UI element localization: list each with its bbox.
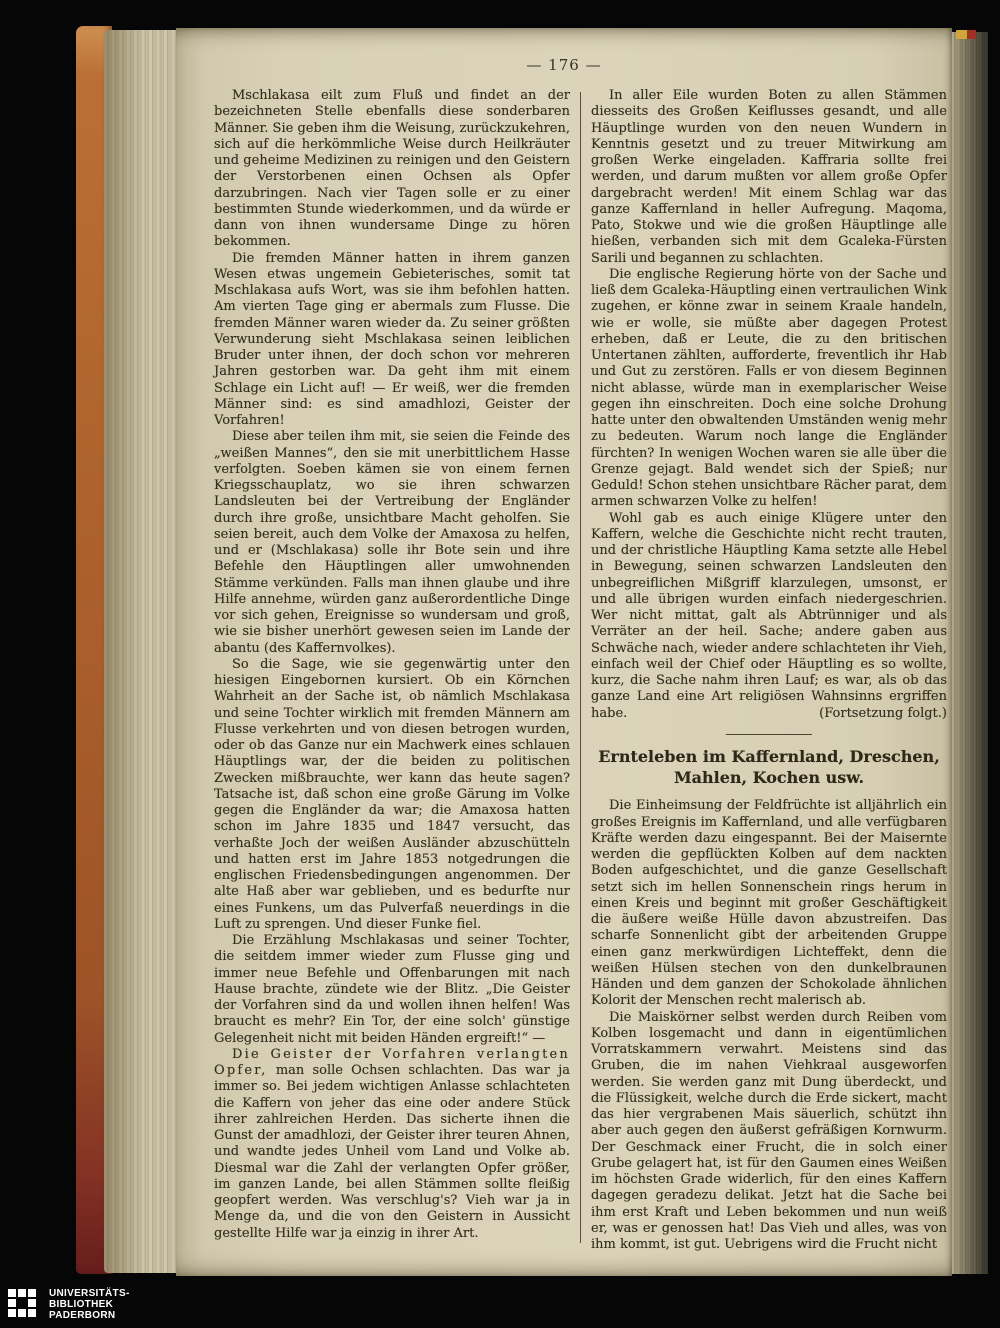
paragraph: Diese aber teilen ihm mit, sie seien die Feinde des „weißen Mannes“, den sie mit unerbittlichem Hasse verfolgten. Soeben kämen sie von einem fernen Kriegsschauplatz, wo sie ihren schwarzen Landsleuten bei der Vertreibung der Engländer durch ihre große, unsichtbare Macht geholfen. Sie seien bereit, auch dem Volke der Amaxosa zu helfen, und er (Mschlakasa) solle ihr Bote sein und ihre Befehle den Häuptlingen aller umwohnenden Stämme verkünden. Falls man ihnen glaube und ihre Hilfe annehme, würden ganz außerordentliche Dinge vor sich gehen, Ereignisse so wundersam und groß, wie sie bisher unerhört gewesen seien im Lande der abantu (des Kaffernvolkes). xyxy=(214,429,570,656)
paragraph-with-emphasis xyxy=(214,1047,570,1242)
right-column xyxy=(591,88,947,1253)
page-stack-right xyxy=(952,32,988,1274)
watermark-line: BIBLIOTHEK xyxy=(49,1299,114,1311)
text-columns xyxy=(214,88,948,1253)
paragraph: Die Einheimsung der Feldfrüchte ist alljährlich ein großes Ereignis im Kaffernland, und alle verfügbaren Kräfte werden dazu eingespannt. Bei der Maisernte werden die gepflückten Kolben auf dem nackten Boden aufgeschichtet, und die ganze Gesellschaft setzt sich im hellen Sonnenschein rings herum in einen Kreis und beginnt mit großer Geschäftigkeit die äußere weiße Hülle davon abzustreifen. Das scharfe Sonnenlicht gibt der arbeitenden Gruppe einen ganz merkwürdigen Lichteffekt, denn die weißen Hülsen stechen von den dunkelbraunen Händen und dem ganzen der Schokolade ähnlichen Kolorit der Menschen recht malerisch ab. xyxy=(591,798,947,1009)
paragraph: Die Erzählung Mschlakasas und seiner Tochter, die seitdem immer wieder zum Flusse ging und immer neue Befehle und Offenbarungen mit nach Hause brachte, zündete wie der Blitz. „Die Geister der Vorfahren sind da und wollen ihnen helfen! Was braucht es mehr? Ein Tor, der eine solch' günstige Gelegenheit nicht mit beiden Händen ergreift!“ — xyxy=(214,933,570,1046)
paragraph: So die Sage, wie sie gegenwärtig unter den hiesigen Eingebornen kursiert. Ob ein Körnchen Wahrheit an der Sache ist, ob nämlich Mschlakasa und seine Tochter wirklich mit fremden Männern am Flusse verkehrten und von diesen betrogen wurden, oder ob das Ganze nur ein Machwerk eines schlauen Häuptlings war, der die beiden zu politischen Zwecken mißbrauchte, wer kann das heute sagen? Tatsache ist, daß schon eine große Gärung im Volke gegen die Engländer da war; die Amaxosa hatten schon im Jahre 1835 und 1847 versucht, das verhaßte Joch der weißen Ausländer abzuschütteln und hatten erst im Jahre 1853 notgedrungen die englischen Friedensbedingungen angenommen. Der alte Haß aber war geblieben, und es bedurfte nur eines Funkens, um das Pulverfaß neuerdings in die Luft zu sprengen. Und dieser Funke fiel. xyxy=(214,656,570,932)
paragraph: Die Maiskörner selbst werden durch Reiben vom Kolben losgemacht und dann in eigentümlichen Vorratskammern verwahrt. Meistens sind das Gruben, die im nahen Viehkraal ausgeworfen werden. Sie werden ganz mit Dung überdeckt, und die Flüssigkeit, welche durch die Erde sickert, macht das hier vergrabenen Mais säuerlich, schützt ihn aber auch gegen den äußerst gefräßigen Kornwurm. Der Geschmack einer Frucht, die in solch einer Grube gelagert hat, ist für den Gaumen eines Weißen im höchsten Grade widerlich, für den eines Kaffern dagegen geradezu delikat. Jetzt hat die Sache bei ihm erst Kraft und Leben bekommen und nun weiß er, was er genossen hat! Das Vieh und alles, was von ihm kommt, ist gut. Uebrigens wird die Frucht nicht xyxy=(591,1009,947,1253)
left-column xyxy=(214,88,570,1253)
section-rule xyxy=(726,734,812,735)
library-watermark xyxy=(8,1288,130,1322)
paragraph: Mschlakasa eilt zum Fluß und findet an der bezeichneten Stelle ebenfalls diese sonderbaren Männer. Sie geben ihm die Weisung, zurückzukehren, sich auf die herkömmliche Weise durch Heilkräuter und geheime Medizinen zu reinigen und den Geistern der Verstorbenen einen Ochsen als Opfer darzubringen. Nach vier Tagen solle er zu einer bestimmten Stunde wiederkommen, und da würde er dann von ihnen wundersame Dinge zu hören bekommen. xyxy=(214,88,570,250)
column-divider xyxy=(580,92,581,1243)
watermark-line: UNIVERSITÄTS- xyxy=(49,1288,130,1299)
library-logo-icon xyxy=(8,1289,40,1321)
watermark-text xyxy=(49,1288,130,1322)
headband-marker xyxy=(956,30,976,39)
paragraph-text: man solle Ochsen schlachten. Das war ja immer so. Bei jedem wichtigen Anlasse schlachteten die Kaffern von jeher das eine oder andere Stück ihrer zahlreichen Herden. Das sicherte ihnen die Gunst der amadhlozi, der Geister ihrer teuren Ahnen, und wandte jedes Unheil vom Land und Volke ab. Diesmal war die Zahl der verlangten Opfer größer, im ganzen Lande, bei allen Stämmen sollte fleißig geopfert werden. Was verschlug's? Vieh war ja in Menge da, und die von den Geistern in Aussicht gestellte Hilfe war ja einzig in ihrer Art. xyxy=(214,1063,571,1241)
page-stack-left xyxy=(104,30,178,1273)
paragraph-text: Wohl gab es auch einige Klügere unter den Kaffern, welche die Geschichte nicht recht trauten, und der christliche Häuptling Kama setzte alle Hebel in Bewegung, seinen schwarzen Landsleuten den unbegreiflichen Mißgriff klarzulegen, umsonst, er und alle übrigen wurden einfach niedergeschrien. Wer nicht mittat, galt als Abtrünniger und als Verräter an der heil. Sache; andere gaben aus Schwäche nach, wieder andere schlachteten ihr Vieh, einfach weil der Chief oder Häuptling es so wollte, kurz, die Sache nahm ihren Lauf; es war, als ob das ganze Land eine Art religiösen Wahnsinns ergriffen habe. xyxy=(591,510,947,721)
continuation-note: (Fortsetzung folgt.) xyxy=(819,705,947,721)
paragraph: Die fremden Männer hatten in ihrem ganzen Wesen etwas ungemein Gebieterisches, somit tat Mschlakasa aufs Wort, was sie ihm befohlen hatten. Am vierten Tage ging er abermals zum Flusse. Die fremden Männer waren wieder da. Zu seiner größten Verwunderung sieht Mschlakasa seinen leiblichen Bruder unter ihnen, der doch schon vor mehreren Jahren gestorben war. Da geht ihm mit einem Schlage ein Licht auf! — Er weiß, wer die fremden Männer sind: es sind amadhlozi, Geister der Vorfahren! xyxy=(214,250,570,428)
emphasized-text: Die Geister der Vorfahren verlangten Opfer, xyxy=(214,1046,570,1078)
page-number: — 176 — xyxy=(526,56,602,74)
section-heading: Ernteleben im Kaffernland, Dreschen, Mahlen, Kochen usw. xyxy=(598,746,940,787)
paragraph: In aller Eile wurden Boten zu allen Stämmen diesseits des Großen Keiflusses gesandt, und alle Häuptlinge wurden von den neuen Wundern in Kenntnis gesetzt und zu treuer Mitwirkung am großen Werke eingeladen. Kaffraria sollte frei werden, und darum mußten vor allem große Opfer dargebracht werden! Mit einem Schlag war das ganze Kaffernland in heller Aufregung. Maqoma, Pato, Stokwe und wie die großen Häuptlinge alle hießen, verbanden sich mit dem Gcaleka-Fürsten Sarili und begannen zu schlachten. xyxy=(591,88,947,266)
paragraph xyxy=(591,511,947,722)
watermark-line: PADERBORN xyxy=(49,1310,116,1322)
paragraph: Die englische Regierung hörte von der Sache und ließ dem Gcaleka-Häuptling einen vertraulichen Wink zugehen, er könne zwar in seinem Kraale handeln, wie er wolle, sie müßte aber dagegen Protest erheben, daß er Leute, die zu den britischen Untertanen zählten, aufforderte, freventlich ihr Hab und Gut zu zerstören. Falls er von diesem Beginnen nicht ablasse, würde man in exemplarischer Weise gegen ihn einschreiten. Doch eine solche Drohung hatte unter den obwaltenden Umständen wenig mehr zu bedeuten. Warum noch lange die Engländer fürchten? In wenigen Wochen waren sie alle über die Grenze gejagt. Bald wendet sich der Spieß; nur Geduld! Schon stehen unsichtbare Rächer parat, dem armen schwarzen Volke zu helfen! xyxy=(591,266,947,510)
